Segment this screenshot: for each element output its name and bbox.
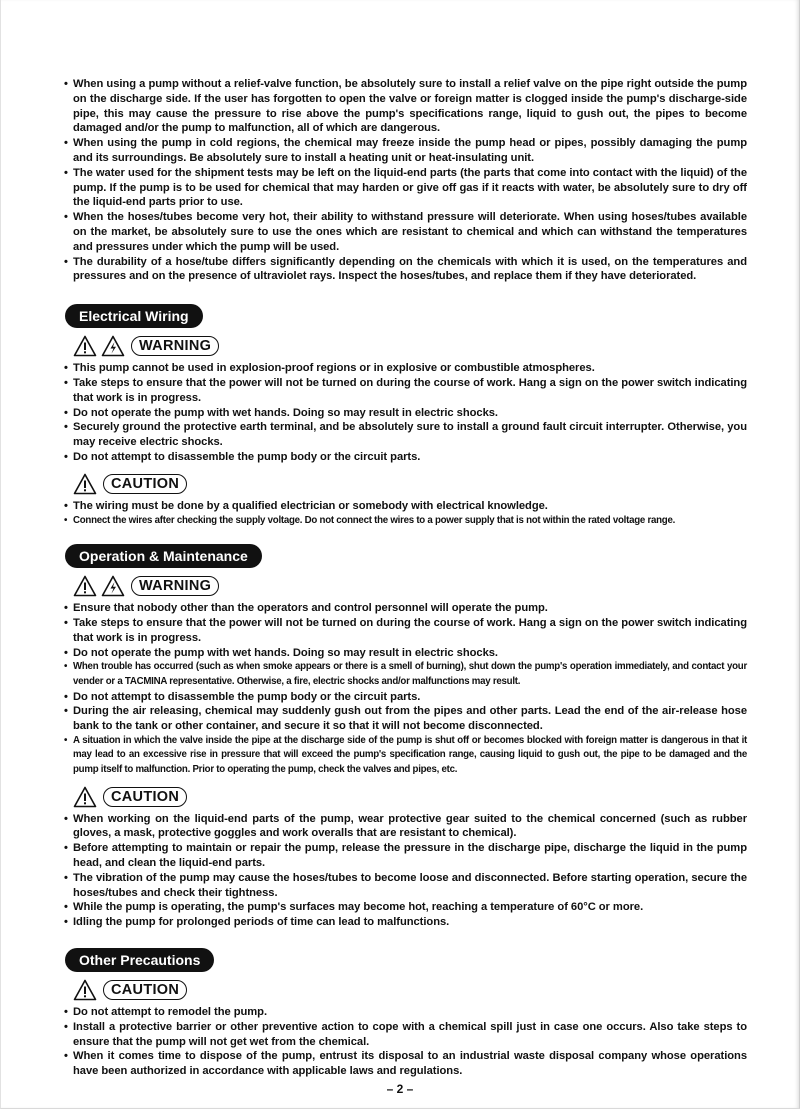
page-content bbox=[63, 77, 747, 1079]
caution-triangle-icon bbox=[73, 786, 97, 808]
caution-label: CAUTION bbox=[103, 474, 187, 494]
list-item: • The wiring must be done by a qualified electrician or somebody with electrical knowledge. bbox=[63, 499, 747, 514]
list-item: • Do not attempt to remodel the pump. bbox=[63, 1005, 747, 1020]
list-item: • During the air releasing, chemical may suddenly gush out from the pipes and other parts. Lead the end of the air-release hose bank to the tank or other container, and secure it so that it will not become disconnected. bbox=[63, 704, 747, 734]
caution-header bbox=[73, 978, 747, 1002]
list-item: • When working on the liquid-end parts of the pump, wear protective gear suited to the chemical concerned (such as rubber gloves, a mask, protective goggles and work overalls that are resistant to chemical). bbox=[63, 812, 747, 842]
list-item: • Do not operate the pump with wet hands. Doing so may result in electric shocks. bbox=[63, 406, 747, 421]
list-item: • Before attempting to maintain or repair the pump, release the pressure in the discharge pipe, discharge the liquid in the pump head, and clean the liquid-end parts. bbox=[63, 841, 747, 871]
warning-header bbox=[73, 574, 747, 598]
section-title-electrical-wiring: Electrical Wiring bbox=[65, 304, 203, 328]
warning-header bbox=[73, 334, 747, 358]
list-item: • This pump cannot be used in explosion-proof regions or in explosive or combustible atmospheres. bbox=[63, 361, 747, 376]
list-item: • Do not attempt to disassemble the pump body or the circuit parts. bbox=[63, 690, 747, 705]
list-item: • The vibration of the pump may cause the hoses/tubes to become loose and disconnected. Before starting operation, secure the hoses/tubes and check their tightness. bbox=[63, 871, 747, 901]
caution-triangle-icon bbox=[73, 473, 97, 495]
list-item: • When using the pump in cold regions, the chemical may freeze inside the pump head or pipes, possibly damaging the pump and its surroundings. Be absolutely sure to install a heating unit or heat-insulating unit. bbox=[63, 136, 747, 166]
list-item: • Connect the wires after checking the supply voltage. Do not connect the wires to a power supply that is not within the rated voltage range. bbox=[63, 514, 747, 529]
list-item: • The durability of a hose/tube differs significantly depending on the chemicals with which it is used, on the temperatures and pressures and on the presence of ultraviolet rays. Inspect the hoses/tubes, and replace them if they have deteriorated. bbox=[63, 255, 747, 285]
list-item: • Do not operate the pump with wet hands. Doing so may result in electric shocks. bbox=[63, 646, 747, 661]
list-item: • When it comes time to dispose of the pump, entrust its disposal to an industrial waste disposal company whose operations have been authorized in accordance with applicable laws and regulations. bbox=[63, 1049, 747, 1079]
caution-triangle-icon bbox=[73, 335, 97, 357]
caution-header bbox=[73, 472, 747, 496]
operation-warning-list bbox=[63, 601, 747, 778]
intro-precautions-list bbox=[63, 77, 747, 284]
electrical-warning-list bbox=[63, 361, 747, 465]
list-item: • Securely ground the protective earth terminal, and be absolutely sure to install a ground fault circuit interrupter. Otherwise, you may receive electric shocks. bbox=[63, 420, 747, 450]
list-item: • A situation in which the valve inside the pipe at the discharge side of the pump is shut off or becomes blocked with foreign matter is dangerous in that it may lead to an excessive rise in pressure that will exceed the pump's specification range, causing liquid to gush out, the pipe to be damaged and the pump itself to malfunction. Prior to operating the pump, check the valves and pipes, etc. bbox=[63, 734, 747, 778]
section-title-operation-maintenance: Operation & Maintenance bbox=[65, 544, 262, 568]
list-item: • Do not attempt to disassemble the pump body or the circuit parts. bbox=[63, 450, 747, 465]
list-item: • Take steps to ensure that the power will not be turned on during the course of work. Hang a sign on the power switch indicating that work is in progress. bbox=[63, 616, 747, 646]
caution-label: CAUTION bbox=[103, 787, 187, 807]
warning-label: WARNING bbox=[131, 576, 219, 596]
other-caution-list bbox=[63, 1005, 747, 1079]
electric-shock-triangle-icon bbox=[101, 335, 125, 357]
electric-shock-triangle-icon bbox=[101, 575, 125, 597]
list-item: • While the pump is operating, the pump's surfaces may become hot, reaching a temperature of 60°C or more. bbox=[63, 900, 747, 915]
operation-caution-list bbox=[63, 812, 747, 930]
list-item: • When the hoses/tubes become very hot, their ability to withstand pressure will deteriorate. When using hoses/tubes available on the market, be absolutely sure to use the ones which are resistant to chemical and which can withstand the temperatures and pressures under which the pump will be used. bbox=[63, 210, 747, 254]
electrical-caution-list bbox=[63, 499, 747, 528]
list-item: • Idling the pump for prolonged periods of time can lead to malfunctions. bbox=[63, 915, 747, 930]
warning-label: WARNING bbox=[131, 336, 219, 356]
list-item: • When using a pump without a relief-valve function, be absolutely sure to install a relief valve on the pipe right outside the pump on the discharge side. If the user has forgotten to open the valve or foreign matter is clogged inside the pump's discharge-side pipe, this may cause the pressure to rise above the pump's specifications range, liquid to gush out, the pipes to become damaged and/or the pump to malfunction, all of which are dangerous. bbox=[63, 77, 747, 136]
section-title-other-precautions: Other Precautions bbox=[65, 948, 214, 972]
caution-label: CAUTION bbox=[103, 980, 187, 1000]
list-item: • When trouble has occurred (such as when smoke appears or there is a smell of burning), shut down the pump's operation immediately, and contact your vender or a TACMINA representative. Otherwise, a fire, electric shocks and/or malfunctions may result. bbox=[63, 660, 747, 689]
caution-triangle-icon bbox=[73, 979, 97, 1001]
caution-header bbox=[73, 785, 747, 809]
caution-triangle-icon bbox=[73, 575, 97, 597]
page-number: – 2 – bbox=[386, 1082, 414, 1096]
list-item: • Ensure that nobody other than the operators and control personnel will operate the pump. bbox=[63, 601, 747, 616]
list-item: • Install a protective barrier or other preventive action to cope with a chemical spill just in case one occurs. Also take steps to ensure that the pump will not get wet from the chemical. bbox=[63, 1020, 747, 1050]
list-item: • Take steps to ensure that the power will not be turned on during the course of work. Hang a sign on the power switch indicating that work is in progress. bbox=[63, 376, 747, 406]
list-item: • The water used for the shipment tests may be left on the liquid-end parts (the parts that come into contact with the liquid) of the pump. If the pump is to be used for chemical that may harden or give off gas if it reacts with water, be absolutely sure to dry off the liquid-end parts prior to use. bbox=[63, 166, 747, 210]
